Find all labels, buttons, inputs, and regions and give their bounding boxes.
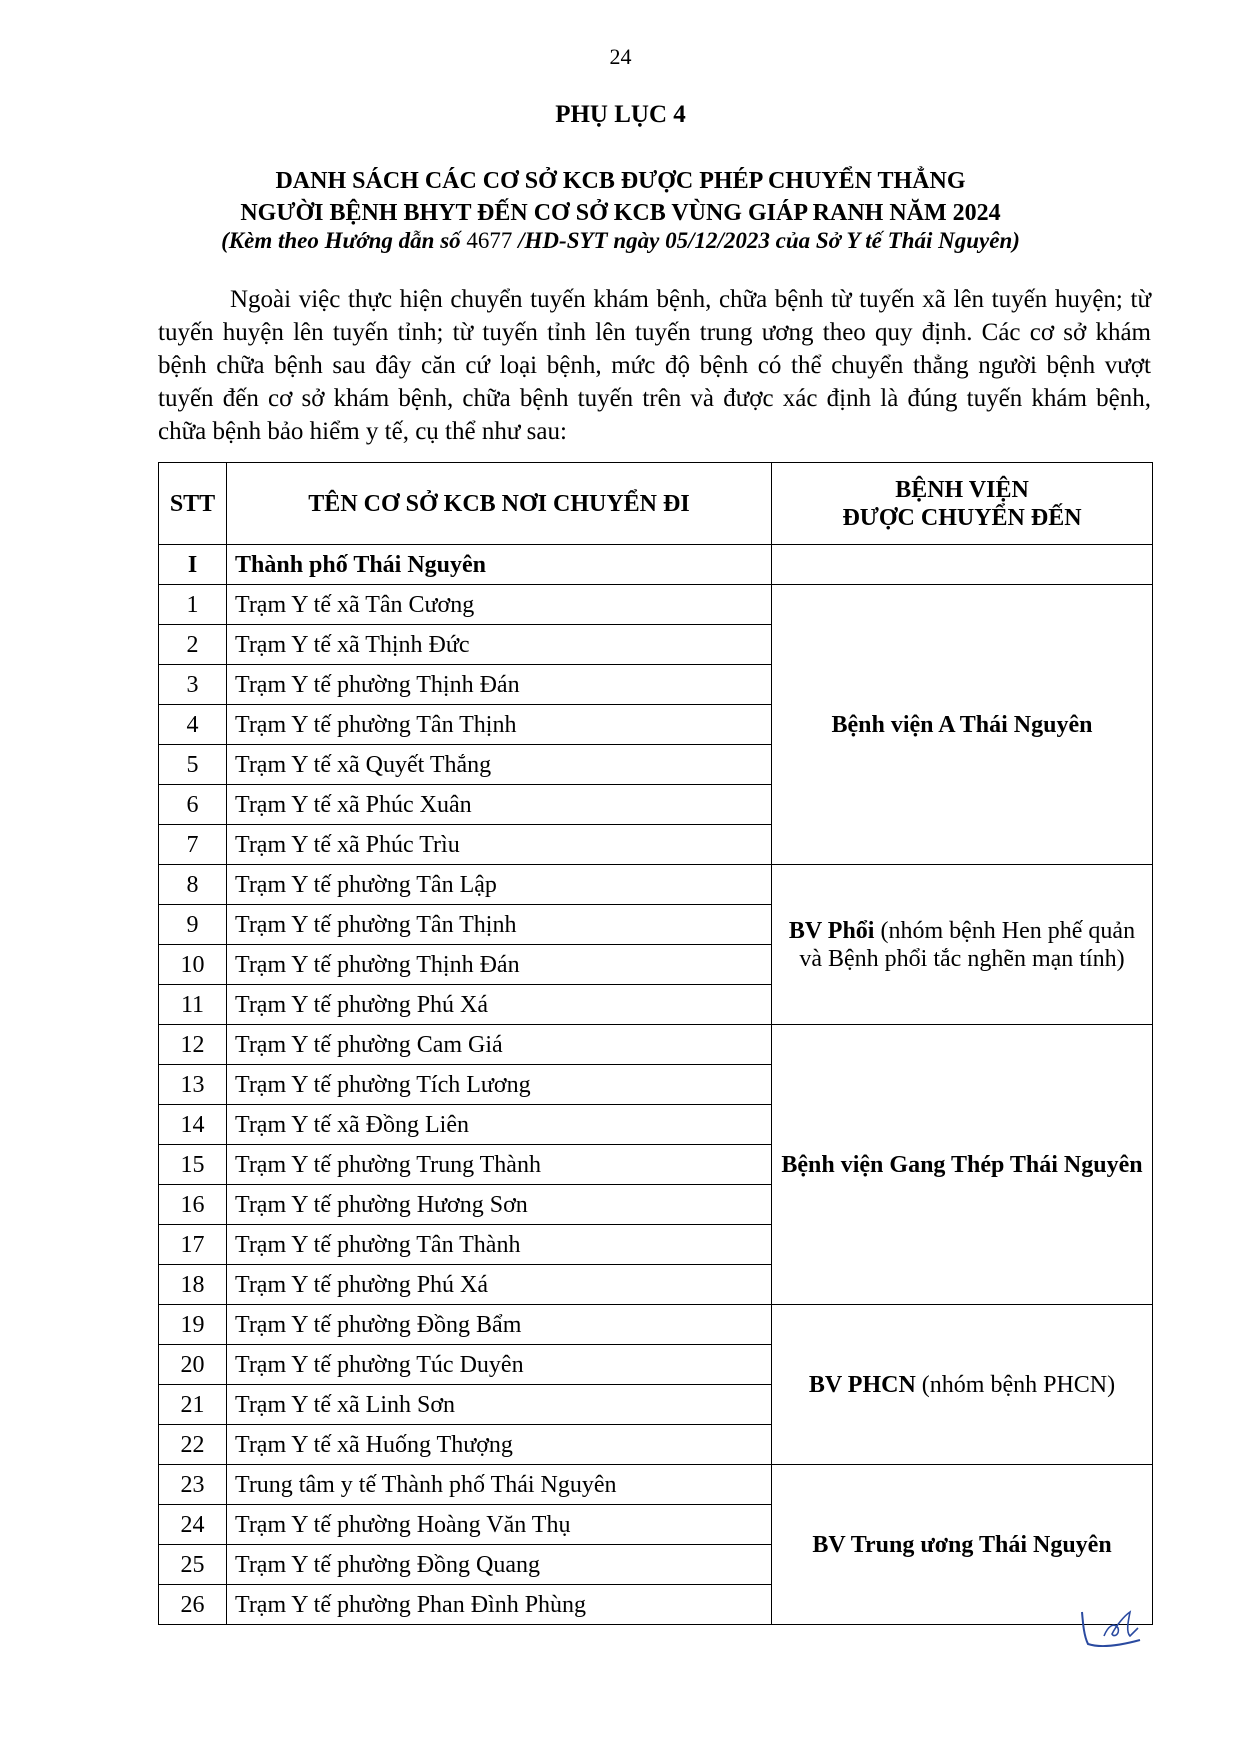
row-stt: 26 [159,1585,227,1625]
row-stt: 3 [159,665,227,705]
row-facility-name: Trạm Y tế phường Tích Lương [227,1065,772,1105]
header-destination-line-2: ĐƯỢC CHUYỂN ĐẾN [842,504,1082,531]
row-facility-name: Trạm Y tế xã Thịnh Đức [227,625,772,665]
row-facility-name: Trạm Y tế phường Đồng Quang [227,1545,772,1585]
row-stt: 25 [159,1545,227,1585]
row-stt: 23 [159,1465,227,1505]
destination-cell [772,1305,1153,1465]
row-facility-name: Trạm Y tế phường Thịnh Đán [227,665,772,705]
row-facility-name: Trạm Y tế xã Tân Cương [227,585,772,625]
row-stt: 5 [159,745,227,785]
guidance-number: 4677 [466,228,513,253]
row-stt: 16 [159,1185,227,1225]
destination-name: Bệnh viện Gang Thép Thái Nguyên [781,1151,1143,1178]
row-facility-name: Trạm Y tế xã Huống Thượng [227,1425,772,1465]
table-row [159,1025,1153,1065]
row-stt: 24 [159,1505,227,1545]
subtitle-prefix: (Kèm theo Hướng dẫn số [221,228,467,253]
group-stt: I [159,545,227,585]
row-stt: 7 [159,825,227,865]
table-row [159,1465,1153,1505]
table-header-row [159,463,1153,545]
row-stt: 14 [159,1105,227,1145]
destination-name: BV Trung ương Thái Nguyên [812,1531,1112,1558]
row-stt: 19 [159,1305,227,1345]
header-stt: STT [159,463,227,545]
row-facility-name: Trung tâm y tế Thành phố Thái Nguyên [227,1465,772,1505]
row-stt: 20 [159,1345,227,1385]
row-facility-name: Trạm Y tế phường Tân Thành [227,1225,772,1265]
destination-note: (nhóm bệnh PHCN) [915,1371,1116,1398]
row-facility-name: Trạm Y tế xã Linh Sơn [227,1385,772,1425]
row-facility-name: Trạm Y tế phường Tân Thịnh [227,905,772,945]
row-facility-name: Trạm Y tế phường Túc Duyên [227,1345,772,1385]
destination-cell [772,1025,1153,1305]
intro-paragraph [158,283,1151,448]
group-row [159,545,1153,585]
group-destination-cell [772,545,1153,585]
row-stt: 18 [159,1265,227,1305]
group-name: Thành phố Thái Nguyên [227,545,772,585]
row-stt: 6 [159,785,227,825]
document-title-line-1: DANH SÁCH CÁC CƠ SỞ KCB ĐƯỢC PHÉP CHUYỂN THẲNG [275,168,966,194]
destination-name: Bệnh viện A Thái Nguyên [831,711,1093,738]
intro-text: Ngoài việc thực hiện chuyển tuyến khám bệnh, chữa bệnh từ tuyến xã lên tuyến huyện; từ tuyến huyện lên tuyến tỉnh; từ tuyến tỉnh lên tuyến trung ương theo quy định. Các cơ sở khám bệnh chữa bệnh sau đây căn cứ loại bệnh, mức độ bệnh có thể chuyển thẳng người bệnh vượt tuyến đến cơ sở khám bệnh, chữa bệnh tuyến trên và được xác định là đúng tuyến khám bệnh, chữa bệnh bảo hiểm y tế, cụ thể như sau: [158,286,1151,445]
row-facility-name: Trạm Y tế phường Tân Thịnh [227,705,772,745]
document-subtitle [0,228,1241,254]
row-stt: 1 [159,585,227,625]
table-row [159,1305,1153,1345]
row-stt: 8 [159,865,227,905]
row-stt: 13 [159,1065,227,1105]
row-facility-name: Trạm Y tế phường Phú Xá [227,985,772,1025]
page-number: 24 [609,44,632,69]
row-facility-name: Trạm Y tế phường Cam Giá [227,1025,772,1065]
destination-note: (nhóm bệnh Hen phế quản và Bệnh phổi tắc nghẽn mạn tính) [799,917,1136,972]
row-facility-name: Trạm Y tế phường Hoàng Văn Thụ [227,1505,772,1545]
row-stt: 12 [159,1025,227,1065]
header-destination [772,463,1153,545]
document-title-line-2: NGƯỜI BỆNH BHYT ĐẾN CƠ SỞ KCB VÙNG GIÁP RANH NĂM 2024 [240,200,1001,226]
destination-cell [772,1465,1153,1625]
destination-cell [772,865,1153,1025]
subtitle-suffix: /HD-SYT ngày 05/12/2023 của Sở Y tế Thái Nguyên) [512,228,1020,253]
row-facility-name: Trạm Y tế phường Phan Đình Phùng [227,1585,772,1625]
table-row [159,585,1153,625]
table-row [159,865,1153,905]
row-stt: 15 [159,1145,227,1185]
row-stt: 4 [159,705,227,745]
row-stt: 22 [159,1425,227,1465]
facility-table [158,462,1153,1625]
row-stt: 21 [159,1385,227,1425]
row-stt: 17 [159,1225,227,1265]
row-stt: 10 [159,945,227,985]
row-stt: 11 [159,985,227,1025]
row-stt: 2 [159,625,227,665]
row-facility-name: Trạm Y tế phường Tân Lập [227,865,772,905]
appendix-title: PHỤ LỤC 4 [555,101,686,128]
row-facility-name: Trạm Y tế phường Hương Sơn [227,1185,772,1225]
signature-mark [1078,1606,1148,1650]
destination-name: BV Phổi [788,917,875,944]
row-stt: 9 [159,905,227,945]
destination-cell [772,585,1153,865]
row-facility-name: Trạm Y tế phường Phú Xá [227,1265,772,1305]
row-facility-name: Trạm Y tế xã Phúc Xuân [227,785,772,825]
row-facility-name: Trạm Y tế phường Đồng Bẩm [227,1305,772,1345]
destination-name: BV PHCN [808,1371,916,1398]
header-facility-name: TÊN CƠ SỞ KCB NƠI CHUYỂN ĐI [227,463,772,545]
document-title [0,165,1241,229]
row-facility-name: Trạm Y tế xã Đồng Liên [227,1105,772,1145]
row-facility-name: Trạm Y tế xã Phúc Trìu [227,825,772,865]
header-destination-line-1: BỆNH VIỆN [895,476,1029,503]
row-facility-name: Trạm Y tế phường Thịnh Đán [227,945,772,985]
row-facility-name: Trạm Y tế phường Trung Thành [227,1145,772,1185]
row-facility-name: Trạm Y tế xã Quyết Thắng [227,745,772,785]
